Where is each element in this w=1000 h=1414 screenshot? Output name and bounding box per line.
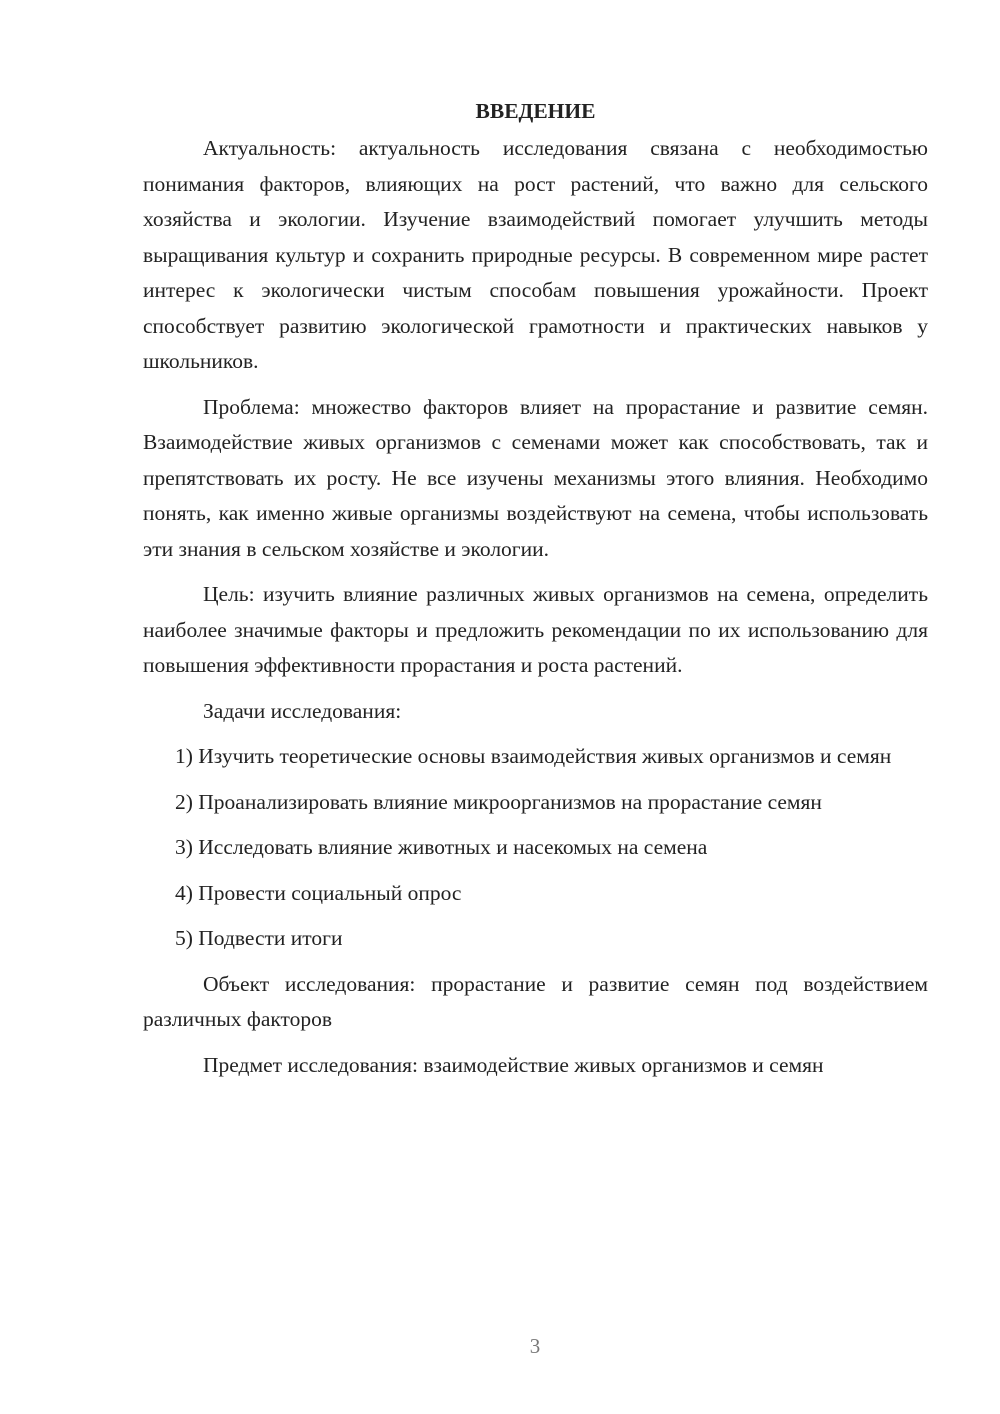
page-content: [143, 96, 928, 1083]
task-item: 4) Провести социальный опрос: [175, 880, 462, 905]
relevance-paragraph: Актуальность: актуальность исследования связана с необходимостью понимания факторов, влияющих на рост растений, что важно для сельского хозяйства и экологии. Изучение взаимодействий помогает улучшить методы выращивания культур и сохранить природные ресурсы. В современном мире растет интерес к экологически чистым способам повышения урожайности. Проект способствует развитию экологической грамотности и практических навыков у школьников.: [143, 136, 928, 373]
page-number: 3: [529, 1334, 541, 1358]
task-item: 5) Подвести итоги: [175, 926, 343, 950]
page-title: ВВЕДЕНИЕ: [475, 99, 596, 123]
object-paragraph: Объект исследования: прорастание и развитие семян под воздействием различных факторов: [143, 971, 928, 1031]
subject-paragraph: Предмет исследования: взаимодействие живых организмов и семян: [203, 1052, 824, 1077]
task-list: [143, 739, 928, 957]
goal-paragraph: Цель: изучить влияние различных живых организмов на семена, определить наиболее значимые факторы и предложить рекомендации по их использованию для повышения эффективности прорастания и роста растений.: [143, 582, 928, 677]
tasks-heading: Задачи исследования:: [203, 698, 402, 723]
task-item: 2) Проанализировать влияние микроорганизмов на прорастание семян: [175, 789, 822, 814]
problem-paragraph: Проблема: множество факторов влияет на прорастание и развитие семян. Взаимодействие живых организмов с семенами может как способствовать, так и препятствовать их росту. Не все изучены механизмы этого влияния. Необходимо понять, как именно живые организмы воздействуют на семена, чтобы использовать эти знания в сельском хозяйстве и экологии.: [143, 394, 928, 561]
task-item: 1) Изучить теоретические основы взаимодействия живых организмов и семян: [175, 744, 892, 768]
task-item: 3) Исследовать влияние животных и насекомых на семена: [175, 835, 708, 859]
